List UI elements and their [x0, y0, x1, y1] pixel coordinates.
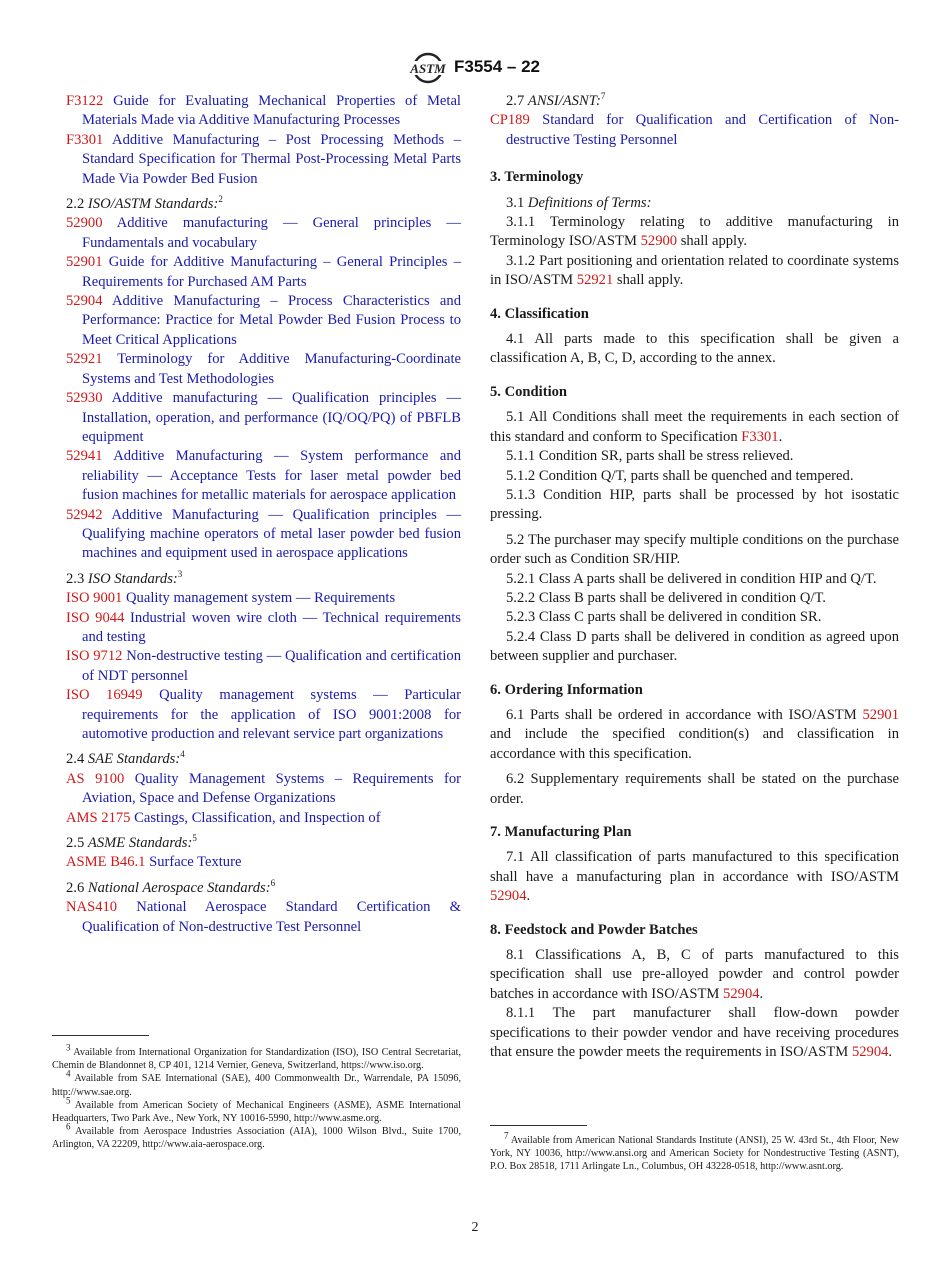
astm-logo-icon [408, 52, 448, 84]
reference-title-link[interactable]: Castings, Classification, and Inspection of [134, 809, 381, 826]
reference-code-link[interactable]: ISO 9001 [66, 590, 123, 607]
subsection-2-4: 2.4 SAE Standards:$^4$ [66, 749, 185, 768]
section-heading-ordering-information: 6. Ordering Information [490, 681, 643, 698]
reference-code-link[interactable]: 52942 [66, 506, 103, 523]
paragraph-5-1: 5.1 All Conditions shall meet the requirements in each section of this standard and conform to Specification F3301. [490, 409, 899, 445]
paragraph-3-1: 3.1 Definitions of Terms: [506, 194, 652, 211]
reference-code-link[interactable]: 52904 [723, 985, 760, 1002]
footnote-3: $^3$ Available from International Organization for Standardization (ISO), ISO Central Secretariat, Chemin de Blandonnet 8, CP 401, 1214 Vernier, Geneva, Switzerland, https://www.iso.org. [52, 1042, 461, 1072]
page-header [0, 52, 950, 86]
reference-52942 [66, 506, 461, 564]
reference-code-link[interactable]: 52921 [576, 272, 614, 289]
reference-title-link[interactable]: Additive manufacturing — Qualification principles — Installation, operation, and performance (IQ/OQ/PQ) of PBFLB equipment [82, 390, 461, 445]
reference-title-link[interactable]: Quality Management Systems – Requirements for Aviation, Space and Defense Organizations [82, 770, 461, 807]
subsection-2-6: 2.6 National Aerospace Standards:$^6$ [66, 877, 276, 896]
section-heading-condition: 5. Condition [490, 383, 568, 400]
reference-title-link[interactable]: Additive Manufacturing – Post Processing Methods – Standard Specification for Thermal Post-Processing Metal Parts Made Via Powder Bed Fusion [82, 131, 461, 187]
reference-code-link[interactable]: 52930 [66, 390, 103, 407]
paragraph-5-1-2: 5.1.2 Condition Q/T, parts shall be quenched and tempered. [506, 467, 854, 484]
reference-52901 [66, 253, 461, 292]
reference-code-link[interactable]: ISO 9044 [66, 609, 125, 626]
paragraph-5-2-1: 5.2.1 Class A parts shall be delivered in condition HIP and Q/T. [506, 570, 877, 587]
reference-title-link[interactable]: Industrial woven wire cloth — Technical requirements and testing [82, 609, 461, 645]
paragraph-5-2: 5.2 The purchaser may specify multiple conditions on the purchase order such as Condition SR/HIP. [490, 531, 899, 568]
paragraph-5-1-1: 5.1.1 Condition SR, parts shall be stress relieved. [506, 448, 794, 465]
reference-f3301 [66, 131, 461, 189]
reference-cp189 [490, 111, 899, 150]
reference-52900 [66, 214, 461, 253]
reference-title-link[interactable]: Surface Texture [149, 854, 242, 871]
right-footnotes [490, 1130, 899, 1174]
reference-code-link[interactable]: 52904 [66, 293, 103, 310]
paragraph-5-2-4: 5.2.4 Class D parts shall be delivered in condition as agreed upon between supplier and purchaser. [490, 628, 899, 665]
reference-code-link[interactable]: F3301 [66, 131, 104, 148]
reference-title-link[interactable]: Additive Manufacturing – Process Characteristics and Performance: Practice for Metal Powder Bed Fusion Process to Meet Critical Applications [82, 293, 461, 348]
footnote-divider [52, 1035, 149, 1036]
section-heading-feedstock: 8. Feedstock and Powder Batches [490, 921, 698, 938]
reference-title-link[interactable]: Additive manufacturing — General principles — Fundamentals and vocabulary [82, 215, 461, 251]
reference-code-link[interactable]: ISO 9712 [66, 648, 123, 665]
reference-code-link[interactable]: CP189 [490, 112, 530, 129]
reference-code-link[interactable]: F3122 [66, 93, 104, 109]
paragraph-8-1: 8.1 Classifications A, B, C of parts manufactured to this specification shall use pre-alloyed powder and control powder batches in accordance with ISO/ASTM 52904. [490, 947, 899, 1002]
paragraph-4-1: 4.1 All parts made to this specification shall be given a classification A, B, C, D, according to the annex. [490, 331, 899, 367]
reference-iso-9712 [66, 647, 461, 686]
footnote-4: $^4$ Available from SAE International (SAE), 400 Commonwealth Dr., Warrendale, PA 15096, http://www.sae.org. [52, 1069, 462, 1098]
reference-code-link[interactable]: 52904 [490, 888, 527, 905]
section-heading-classification: 4. Classification [490, 305, 589, 322]
right-column [490, 92, 899, 1062]
reference-title-link[interactable]: Standard for Qualification and Certification of Non-destructive Testing Personnel [506, 112, 899, 148]
reference-title-link[interactable]: Guide for Additive Manufacturing – General Principles – Requirements for Purchased AM Parts [82, 254, 461, 290]
reference-iso-16949 [66, 686, 461, 744]
paragraph-3-1-1: 3.1.1 Terminology relating to additive manufacturing in Terminology ISO/ASTM 52900 shall apply. [490, 214, 899, 250]
subsection-2-5: 2.5 ASME Standards:$^5$ [66, 833, 197, 852]
standard-designation: F3554 – 22 [454, 57, 541, 76]
paragraph-7-1: 7.1 All classification of parts manufactured to this specification shall have a manufacturing plan in accordance with ISO/ASTM 52904. [490, 849, 899, 905]
reference-title-link[interactable]: National Aerospace Standard Certification & Qualification of Non-destructive Test Personnel [82, 899, 461, 935]
reference-f3122 [66, 92, 461, 131]
reference-code-link[interactable]: ISO 16949 [66, 687, 143, 704]
reference-code-link[interactable]: 52901 [66, 254, 103, 271]
reference-code-link[interactable]: ASME B46.1 [66, 854, 146, 871]
subsection-2-2: 2.2 ISO/ASTM Standards:$^2$ [66, 194, 223, 213]
paragraph-8-1-1: 8.1.1 The part manufacturer shall flow-down powder specifications to their powder vendor and have receiving procedures that ensure the powder meets the requirements in ISO/ASTM 52904. [490, 1005, 899, 1061]
reference-title-link[interactable]: Additive Manufacturing — Qualification principles — Qualifying machine operators of metal laser powder bed fusion machines and equipment used in aerospace applications [82, 506, 461, 562]
reference-as-9100 [66, 770, 461, 809]
subsection-2-3: 2.3 ISO Standards:$^3$ [66, 568, 183, 587]
reference-code-link[interactable]: 52921 [66, 351, 103, 368]
reference-52930 [66, 389, 461, 447]
svg-text:ASTM: ASTM [410, 61, 446, 76]
paragraph-3-1-2: 3.1.2 Part positioning and orientation related to coordinate systems in ISO/ASTM 52921 shall apply. [490, 252, 899, 289]
reference-code-link[interactable]: 52941 [66, 448, 103, 465]
reference-title-link[interactable]: Quality management system — Requirements [126, 590, 396, 607]
section-heading-terminology: 3. Terminology [490, 169, 584, 186]
reference-52921 [66, 350, 461, 389]
reference-title-link[interactable]: Terminology for Additive Manufacturing-Coordinate Systems and Test Methodologies [82, 351, 461, 387]
reference-iso-9001 [66, 589, 461, 608]
reference-code-link[interactable]: 52904 [851, 1044, 889, 1061]
paragraph-5-2-2: 5.2.2 Class B parts shall be delivered in condition Q/T. [506, 589, 826, 606]
reference-title-link[interactable]: Quality management systems — Particular requirements for the application of ISO 9001:2008 for automotive production and relevant service part organizations [82, 687, 462, 742]
paragraph-5-1-3: 5.1.3 Condition HIP, parts shall be processed by hot isostatic pressing. [490, 486, 899, 523]
reference-code-link[interactable]: F3301 [741, 428, 779, 445]
paragraph-5-2-3: 5.2.3 Class C parts shall be delivered in condition SR. [506, 609, 822, 626]
page-number: 2 [471, 1220, 479, 1235]
reference-ams-2175 [66, 809, 461, 828]
reference-title-link[interactable]: Guide for Evaluating Mechanical Properties of Metal Materials Made via Additive Manufacturing Processes [82, 93, 461, 129]
reference-code-link[interactable]: 52900 [640, 233, 678, 250]
left-footnotes [52, 1042, 462, 1152]
reference-code-link[interactable]: AS 9100 [66, 770, 125, 787]
reference-code-link[interactable]: NAS410 [66, 899, 118, 916]
reference-nas410 [66, 898, 461, 937]
reference-code-link[interactable]: 52901 [862, 706, 899, 723]
footnote-divider [490, 1125, 587, 1126]
reference-code-link[interactable]: AMS 2175 [66, 809, 131, 826]
reference-title-link[interactable]: Additive Manufacturing — System performance and reliability — Acceptance Tests for laser metal powder bed fusion machines for metallic materials for aerospace application [82, 448, 461, 504]
reference-code-link[interactable]: 52900 [66, 215, 103, 232]
paragraph-6-2: 6.2 Supplementary requirements shall be stated on the purchase order. [490, 771, 899, 807]
section-heading-manufacturing-plan: 7. Manufacturing Plan [490, 824, 632, 840]
reference-title-link[interactable]: Non-destructive testing — Qualification and certification of NDT personnel [82, 648, 461, 684]
footnote-7: $^7$ Available from American National Standards Institute (ANSI), 25 W. 43rd St., 4th Floor, New York, NY 10036, http://www.ansi.org and American Society for Nondestructive Testing (ASNT), P.O. Box 28518, 1711 Arlingate Ln., Columbus, OH 43228-0518, http://www.asnt.org. [490, 1130, 899, 1173]
reference-iso-9044 [66, 609, 461, 648]
paragraph-6-1: 6.1 Parts shall be ordered in accordance with ISO/ASTM 52901 and include the specified condition(s) and classification in accordance with this specification. [490, 706, 899, 762]
left-column [66, 92, 461, 937]
reference-52904 [66, 292, 461, 350]
reference-52941 [66, 447, 461, 505]
footnote-6: $^6$ Available from Aerospace Industries Association (AIA), 1000 Wilson Blvd., Suite 1700, Arlington, VA 22209, http://www.aia-aerospace.org. [52, 1121, 461, 1151]
footnote-5: $^5$ Available from American Society of Mechanical Engineers (ASME), ASME International Headquarters, Two Park Ave., New York, NY 10016-5990, http://www.asme.org. [52, 1095, 461, 1125]
subsection-2-7: 2.7 ANSI/ASNT:$^7$ [506, 91, 606, 109]
reference-asme-b46-1 [66, 853, 461, 872]
